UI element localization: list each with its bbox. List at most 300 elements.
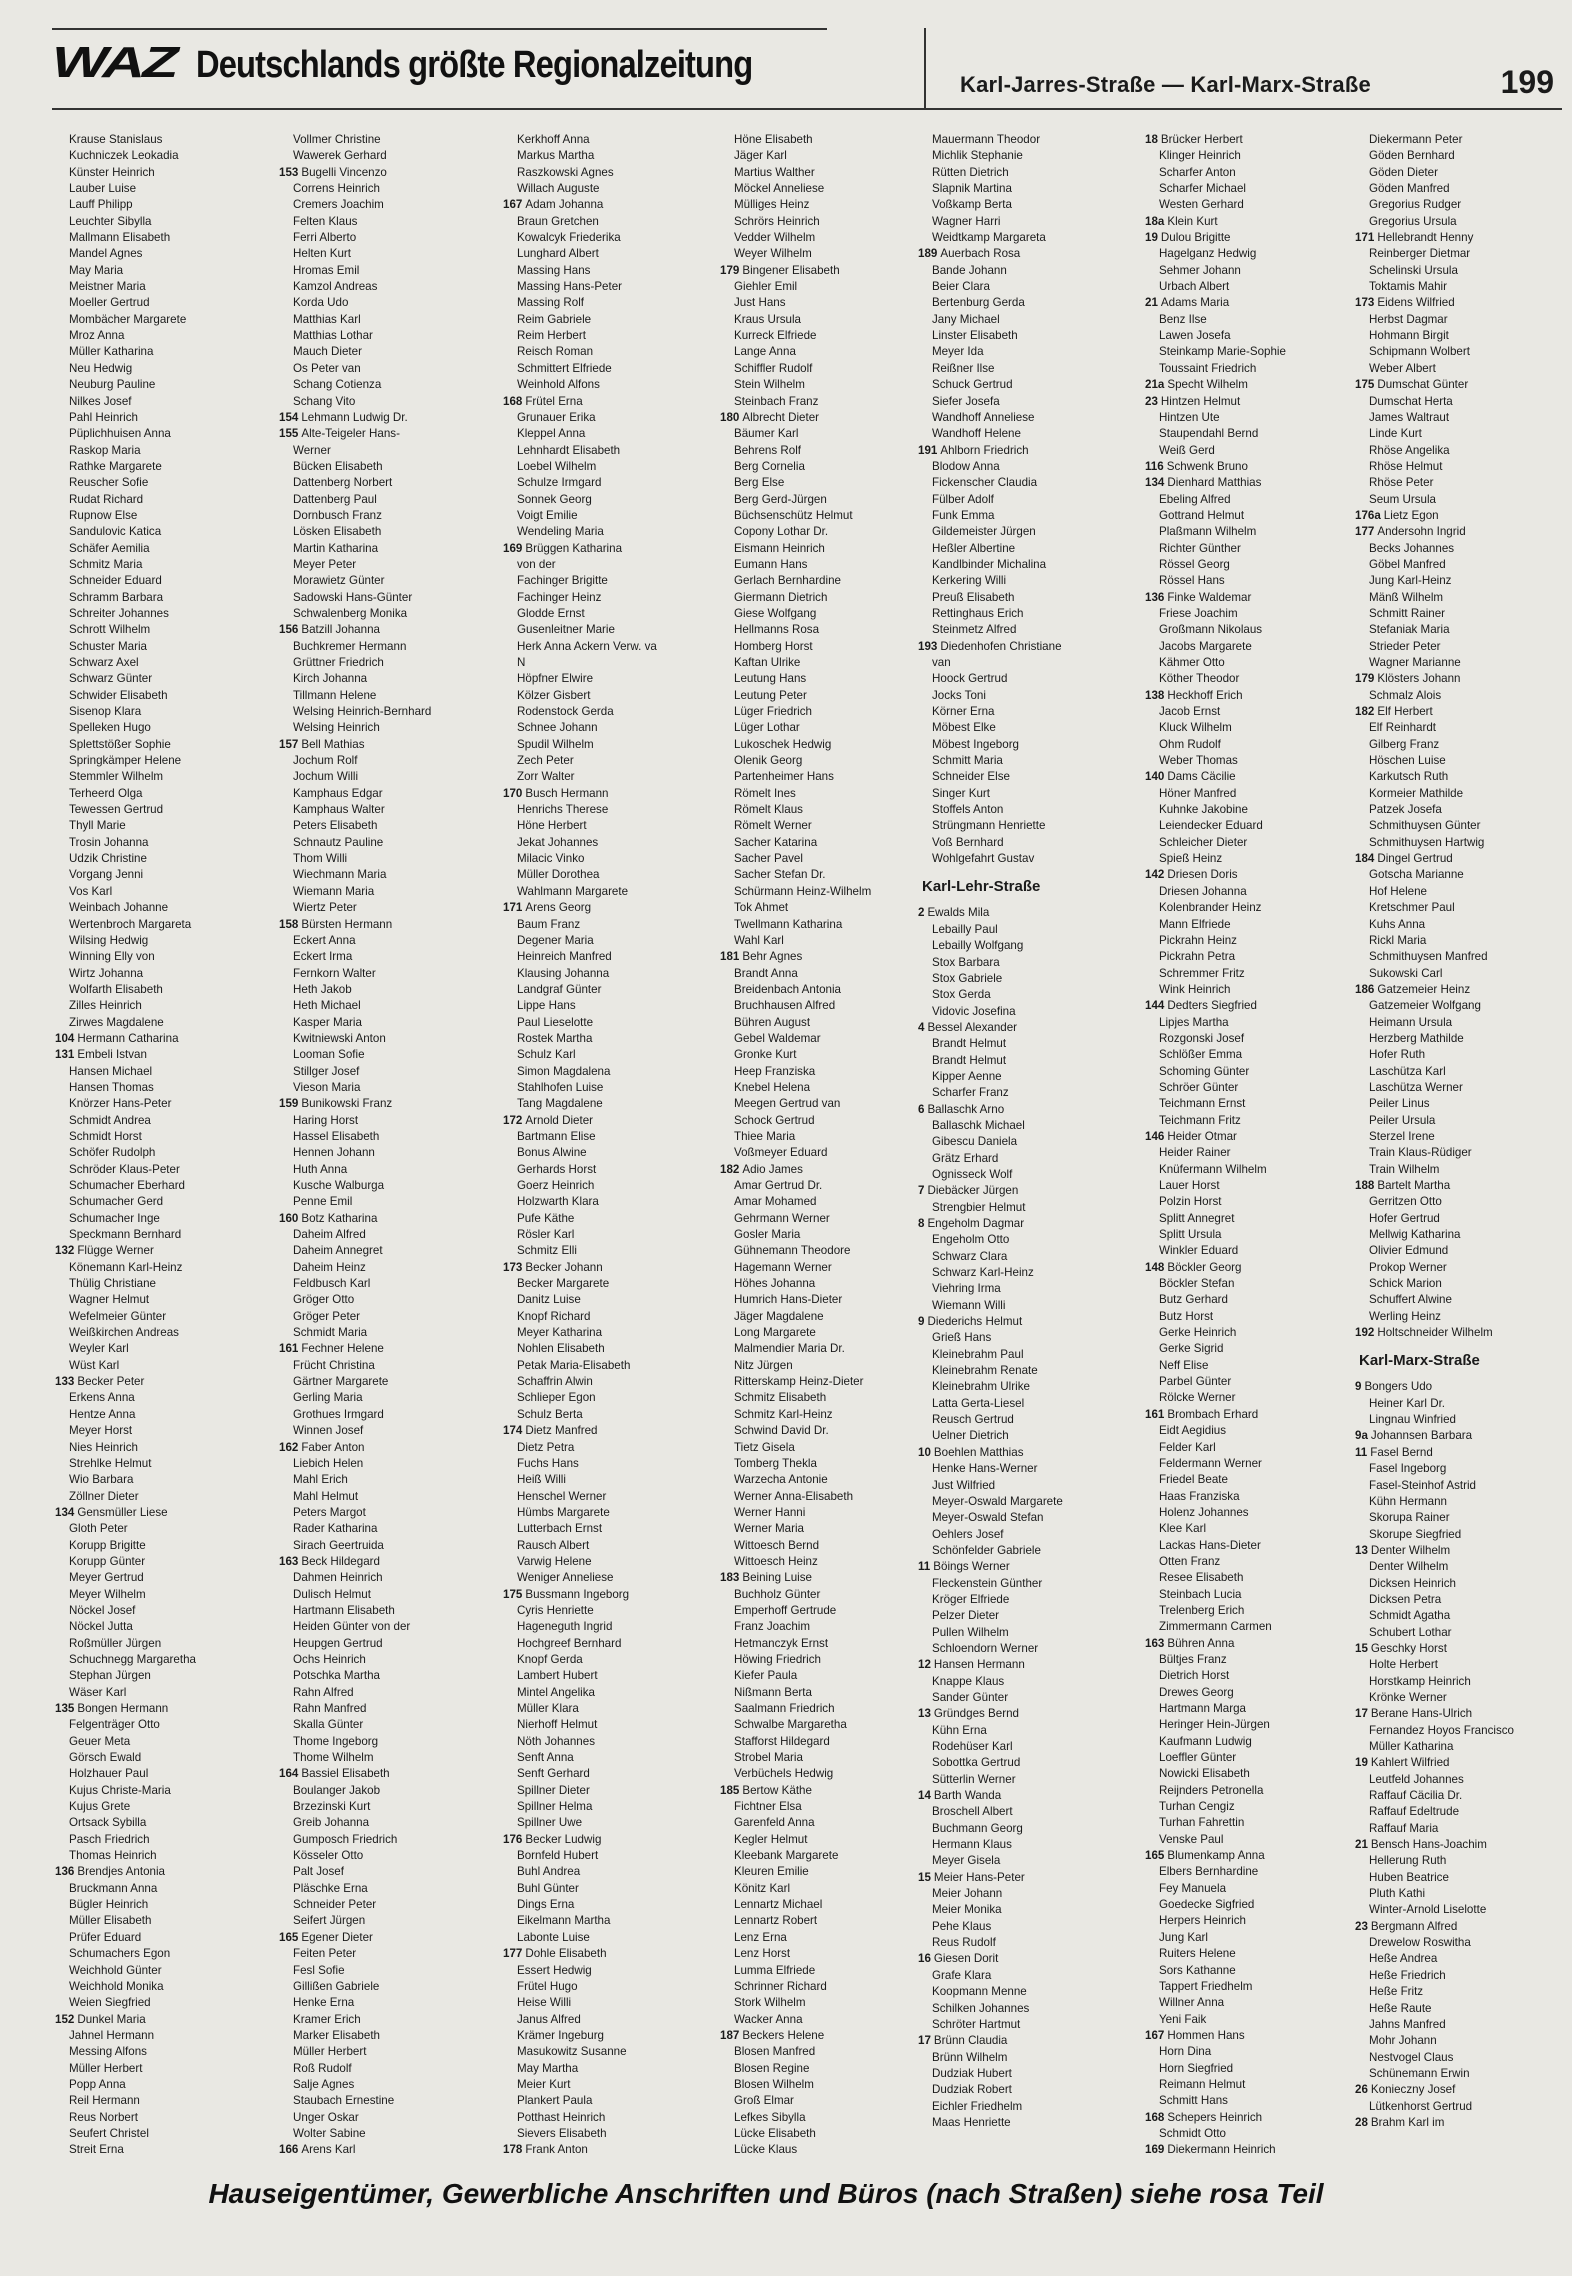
house-number: 23	[1145, 394, 1158, 408]
resident-entry	[1145, 655, 1335, 671]
resident-name: Drewes Georg	[1159, 1685, 1234, 1699]
resident-name: Gerhards Horst	[517, 1162, 597, 1176]
resident-name: Wandhoff Anneliese	[932, 410, 1035, 424]
resident-name: Zöllner Dieter	[69, 1489, 139, 1503]
resident-name: Bunikowski Franz	[301, 1097, 393, 1111]
resident-name: Schramm Barbara	[69, 590, 164, 604]
resident-name: Felten Klaus	[293, 214, 358, 228]
resident-name: Lutterbach Ernst	[517, 1522, 603, 1536]
resident-entry	[1355, 1276, 1545, 1292]
house-number: 191	[918, 443, 938, 457]
resident-entry	[279, 933, 469, 949]
resident-name: Groß Elmar	[734, 2094, 794, 2108]
resident-entry	[918, 1837, 1108, 1853]
resident-entry	[55, 2061, 245, 2077]
resident-entry	[279, 1815, 469, 1831]
resident-name: Weber Albert	[1369, 361, 1436, 375]
resident-name: Lukoschek Hedwig	[734, 737, 832, 751]
resident-entry	[720, 802, 910, 818]
resident-name: Latta Gerta-Liesel	[932, 1396, 1025, 1410]
resident-entry	[279, 867, 469, 883]
resident-name: Looman Sofie	[293, 1048, 365, 1062]
resident-entry	[503, 1619, 693, 1635]
resident-entry	[1355, 622, 1545, 638]
resident-entry	[1145, 312, 1335, 328]
resident-entry	[503, 786, 693, 802]
resident-name: Bühren August	[734, 1015, 811, 1029]
resident-entry	[279, 917, 469, 933]
resident-name: Willner Anna	[1159, 1996, 1225, 2010]
house-number: 168	[503, 394, 523, 408]
resident-entry	[55, 1162, 245, 1178]
resident-name: Schmitz Elisabeth	[734, 1391, 827, 1405]
resident-name: Senft Gerhard	[517, 1767, 590, 1781]
resident-name: Pehe Klaus	[932, 1919, 992, 1933]
resident-name: Meyer-Oswald Stefan	[932, 1511, 1044, 1525]
column-1	[55, 132, 245, 2159]
resident-name: Peiler Linus	[1369, 1097, 1430, 1111]
resident-entry	[503, 688, 693, 704]
resident-name: Römelt Werner	[734, 819, 812, 833]
resident-entry	[1355, 1227, 1545, 1243]
house-number: 21a	[1145, 378, 1165, 392]
resident-entry	[1145, 1309, 1335, 1325]
resident-name: Engeholm Dagmar	[927, 1217, 1025, 1230]
resident-name: Stork Wilhelm	[734, 1996, 806, 2010]
resident-entry	[55, 1979, 245, 1995]
resident-name: Schick Marion	[1369, 1277, 1442, 1291]
resident-entry	[1355, 1080, 1545, 1096]
resident-entry	[279, 1080, 469, 1096]
resident-entry	[918, 1527, 1108, 1543]
resident-name: Haring Horst	[293, 1113, 359, 1127]
resident-name: Massing Hans	[517, 263, 591, 277]
resident-name: Paul Lieselotte	[517, 1015, 594, 1029]
resident-name: Weichhold Monika	[69, 1979, 164, 1993]
house-number: 178	[503, 2143, 523, 2157]
resident-name: Knopf Gerda	[517, 1652, 583, 1666]
resident-entry	[918, 769, 1108, 785]
resident-name: Schmidt Maria	[293, 1326, 368, 1340]
resident-name: Heße Andrea	[1369, 1952, 1438, 1966]
resident-entry	[1355, 1096, 1545, 1112]
resident-entry	[279, 1440, 469, 1456]
resident-entry	[720, 524, 910, 540]
resident-name: Berane Hans-Ulrich	[1370, 1707, 1473, 1721]
resident-entry	[720, 1930, 910, 1946]
resident-entry	[55, 1848, 245, 1864]
resident-entry	[918, 802, 1108, 818]
resident-name: Meegen Gertrud van	[734, 1097, 841, 1111]
resident-name: Palt Josef	[293, 1865, 344, 1879]
resident-entry	[720, 492, 910, 508]
resident-entry	[1145, 1423, 1335, 1439]
resident-name: Dunkel Maria	[77, 2012, 146, 2026]
resident-entry	[279, 802, 469, 818]
resident-name: Laschütza Werner	[1369, 1080, 1463, 1094]
resident-entry	[279, 1979, 469, 1995]
resident-entry	[503, 2028, 693, 2044]
resident-entry	[1355, 982, 1545, 998]
resident-name: Bensch Hans-Joachim	[1370, 1838, 1487, 1852]
resident-entry	[55, 1668, 245, 1684]
resident-name: Rathke Margarete	[69, 459, 162, 473]
resident-entry	[720, 328, 910, 344]
resident-name: Pahl Heinrich	[69, 410, 138, 424]
resident-name: Pluth Kathi	[1369, 1887, 1426, 1901]
resident-name: Toussaint Friedrich	[1159, 361, 1257, 375]
resident-name: Gerlach Bernhardine	[734, 574, 841, 588]
resident-entry	[918, 573, 1108, 589]
resident-entry	[55, 1864, 245, 1880]
resident-name: Müller Dorothea	[517, 868, 600, 882]
resident-entry	[503, 867, 693, 883]
resident-name: Haas Franziska	[1159, 1489, 1240, 1503]
resident-name: Böckler Stefan	[1159, 1277, 1235, 1291]
resident-entry	[1355, 1527, 1545, 1543]
resident-entry	[503, 1979, 693, 1995]
resident-entry	[55, 410, 245, 426]
resident-name: Thiee Maria	[734, 1129, 796, 1143]
resident-entry	[503, 1995, 693, 2011]
resident-entry	[1355, 688, 1545, 704]
resident-entry	[503, 1864, 693, 1880]
resident-name: Becks Johannes	[1369, 541, 1455, 555]
resident-name: Horn Dina	[1159, 2045, 1212, 2059]
resident-name: Wolter Sabine	[293, 2126, 366, 2140]
resident-name: Lambert Hubert	[517, 1669, 598, 1683]
resident-name: Pickrahn Heinz	[1159, 933, 1237, 947]
resident-entry	[279, 1243, 469, 1259]
resident-entry	[55, 998, 245, 1014]
resident-name: Neu Hedwig	[69, 361, 133, 375]
resident-name: Copony Lothar Dr.	[734, 525, 829, 539]
resident-name: Meyer Ida	[932, 345, 984, 359]
resident-name: Flügge Werner	[77, 1244, 154, 1258]
resident-name: Andersohn Ingrid	[1377, 525, 1466, 539]
resident-entry	[503, 1390, 693, 1406]
resident-name: Yeni Faik	[1159, 2012, 1207, 2026]
resident-name: Dudziak Hubert	[932, 2066, 1012, 2080]
resident-entry	[918, 1314, 1108, 1330]
resident-entry	[55, 1211, 245, 1227]
resident-name: Klausing Johanna	[517, 966, 610, 980]
resident-entry	[55, 1734, 245, 1750]
resident-name: Vedder Wilhelm	[734, 231, 816, 245]
resident-name: Becker Margarete	[517, 1277, 610, 1291]
resident-name: Schwarz Clara	[932, 1249, 1008, 1263]
resident-entry	[1145, 377, 1335, 393]
resident-entry	[503, 1930, 693, 1946]
column-5	[918, 132, 1108, 2131]
resident-name: Künster Heinrich	[69, 165, 155, 179]
resident-name: Daheim Heinz	[293, 1260, 366, 1274]
resident-entry	[279, 1194, 469, 1210]
resident-entry	[918, 1478, 1108, 1494]
resident-name: Thülig Christiane	[69, 1277, 156, 1291]
resident-name: N	[517, 656, 526, 669]
resident-entry	[720, 688, 910, 704]
resident-name: Heße Fritz	[1369, 1985, 1424, 1999]
resident-name: Zilles Heinrich	[69, 999, 142, 1013]
resident-name: Plankert Paula	[517, 2094, 593, 2108]
resident-name: Müller Herbert	[293, 2045, 367, 2059]
resident-entry	[55, 1145, 245, 1161]
resident-entry	[279, 459, 469, 475]
resident-entry	[55, 344, 245, 360]
resident-name: Janus Alfred	[517, 2012, 581, 2026]
resident-entry	[55, 165, 245, 181]
resident-name: Schiffler Rudolf	[734, 361, 813, 375]
resident-entry	[1355, 655, 1545, 671]
house-number: 165	[279, 1930, 299, 1944]
resident-entry	[1355, 377, 1545, 393]
resident-entry	[918, 541, 1108, 557]
resident-entry	[503, 1276, 693, 1292]
resident-name: Hofer Gertrud	[1369, 1211, 1440, 1225]
resident-entry	[1355, 541, 1545, 557]
resident-entry	[918, 1559, 1108, 1575]
resident-name: Wandhoff Helene	[932, 427, 1021, 441]
resident-entry	[279, 1407, 469, 1423]
resident-entry	[503, 1358, 693, 1374]
resident-entry	[55, 1930, 245, 1946]
resident-entry	[720, 1946, 910, 1962]
resident-name: Bertow Käthe	[742, 1783, 812, 1797]
resident-entry	[1355, 197, 1545, 213]
resident-entry	[1145, 1505, 1335, 1521]
resident-name: Herzberg Mathilde	[1369, 1031, 1464, 1045]
resident-entry	[1145, 884, 1335, 900]
resident-name: Dohle Elisabeth	[525, 1947, 607, 1961]
resident-name: Fasel Bernd	[1370, 1445, 1433, 1459]
resident-name: Drewelow Roswitha	[1369, 1936, 1471, 1950]
resident-entry	[503, 214, 693, 230]
resident-name: Peters Margot	[293, 1505, 366, 1519]
resident-entry	[720, 1096, 910, 1112]
resident-entry	[1145, 148, 1335, 164]
resident-name: Diederichs Helmut	[927, 1315, 1023, 1329]
resident-entry	[918, 557, 1108, 573]
resident-entry	[279, 1211, 469, 1227]
resident-name: Egener Dieter	[301, 1930, 373, 1944]
resident-entry	[1145, 1979, 1335, 1995]
resident-name: Konieczny Josef	[1370, 2083, 1456, 2097]
house-number: 132	[55, 1244, 75, 1258]
house-number: 169	[1145, 2143, 1165, 2157]
resident-name: Diekermann Heinrich	[1167, 2143, 1276, 2157]
resident-name: Lauber Luise	[69, 182, 137, 196]
resident-entry	[503, 639, 693, 655]
resident-name: Strüngmann Henriette	[932, 819, 1046, 833]
resident-name: Wiemann Willi	[932, 1298, 1006, 1312]
resident-name: Sacher Katarina	[734, 835, 818, 849]
resident-entry	[55, 557, 245, 573]
house-number: 171	[503, 901, 523, 915]
resident-name: Brünn Wilhelm	[932, 2050, 1008, 2064]
resident-name: Becker Ludwig	[525, 1832, 602, 1846]
resident-entry	[55, 361, 245, 377]
resident-entry	[279, 1260, 469, 1276]
resident-name: Rhöse Peter	[1369, 476, 1434, 490]
resident-entry	[503, 1603, 693, 1619]
resident-entry	[55, 1260, 245, 1276]
resident-entry	[918, 1494, 1108, 1510]
resident-name: Essert Hedwig	[517, 1963, 592, 1977]
resident-entry	[279, 2028, 469, 2044]
resident-name: Hof Helene	[1369, 884, 1428, 898]
resident-name: Schuck Gertrud	[932, 378, 1013, 392]
resident-name: Nöckel Jutta	[69, 1620, 133, 1634]
resident-name: Klein Kurt	[1167, 214, 1218, 228]
resident-name: Thyll Marie	[69, 819, 126, 833]
resident-name: Winnen Josef	[293, 1424, 364, 1438]
resident-entry	[279, 197, 469, 213]
resident-name: Reim Gabriele	[517, 312, 592, 326]
resident-name: Faber Anton	[301, 1440, 365, 1454]
house-number: 180	[720, 410, 740, 424]
resident-name: Twellmann Katharina	[734, 917, 843, 931]
resident-entry	[1355, 1837, 1545, 1853]
resident-name: Streit Erna	[69, 2143, 124, 2157]
resident-name: Trelenberg Erich	[1159, 1603, 1245, 1617]
resident-entry	[503, 1407, 693, 1423]
resident-name: Popp Anna	[69, 2077, 126, 2091]
resident-entry	[279, 1423, 469, 1439]
resident-entry	[1355, 802, 1545, 818]
house-number: 158	[279, 917, 299, 931]
resident-name: Spudil Wilhelm	[517, 737, 594, 751]
resident-entry	[279, 998, 469, 1014]
resident-name: Emperhoff Gertrude	[734, 1603, 837, 1617]
resident-entry	[918, 1004, 1108, 1020]
resident-name: Fachinger Heinz	[517, 590, 602, 604]
resident-entry	[918, 1723, 1108, 1739]
resident-entry	[279, 443, 469, 459]
resident-entry	[503, 1946, 693, 1962]
resident-name: Kleuren Emilie	[734, 1865, 809, 1879]
resident-entry	[918, 1281, 1108, 1297]
resident-name: Maas Henriette	[932, 2115, 1011, 2129]
resident-name: Mauermann Theodor	[932, 133, 1041, 146]
resident-name: Jany Michael	[932, 312, 1000, 326]
resident-entry	[720, 1064, 910, 1080]
resident-name: Leutung Hans	[734, 672, 807, 686]
resident-name: Slapnik Martina	[932, 182, 1012, 196]
resident-name: Zirwes Magdalene	[69, 1015, 164, 1029]
resident-entry	[503, 279, 693, 295]
resident-name: Weinbach Johanne	[69, 901, 169, 915]
resident-name: Schock Gertrud	[734, 1113, 815, 1127]
resident-entry	[503, 1178, 693, 1194]
resident-name: Holzwarth Klara	[517, 1195, 599, 1209]
resident-entry	[503, 966, 693, 982]
resident-name: Elf Herbert	[1377, 705, 1433, 719]
resident-name: Linster Elisabeth	[932, 329, 1018, 343]
resident-entry	[918, 344, 1108, 360]
resident-name: Meier Monika	[932, 1903, 1002, 1917]
resident-name: Greib Johanna	[293, 1816, 370, 1830]
resident-entry	[1355, 1592, 1545, 1608]
resident-entry	[720, 1129, 910, 1145]
resident-entry	[55, 524, 245, 540]
resident-name: Schmitt Maria	[932, 754, 1003, 768]
resident-name: Dietz Manfred	[525, 1424, 598, 1438]
resident-name: Lücke Klaus	[734, 2143, 798, 2157]
resident-name: Lüger Lothar	[734, 721, 800, 735]
resident-name: Dietz Petra	[517, 1440, 575, 1454]
resident-name: Grafe Klara	[932, 1968, 992, 1982]
house-number: 131	[55, 1048, 75, 1062]
resident-name: Massing Rolf	[517, 296, 585, 310]
resident-name: Franz Joachim	[734, 1620, 811, 1634]
resident-name: Behrens Rolf	[734, 443, 802, 457]
resident-name: Herbst Dagmar	[1369, 312, 1448, 326]
resident-name: Schelinski Ursula	[1369, 263, 1458, 277]
resident-name: Lenz Horst	[734, 1947, 791, 1961]
resident-name: Steinkamp Marie-Sophie	[1159, 345, 1286, 359]
resident-entry	[720, 1260, 910, 1276]
resident-name: Gröger Peter	[293, 1309, 361, 1323]
resident-name: Bongen Hermann	[77, 1702, 169, 1715]
resident-entry	[720, 737, 910, 753]
resident-name: Auerbach Rosa	[940, 247, 1021, 261]
resident-name: Splettstößer Sophie	[69, 737, 171, 751]
resident-entry	[279, 1848, 469, 1864]
resident-entry	[1355, 1047, 1545, 1063]
resident-entry	[279, 541, 469, 557]
resident-entry	[55, 508, 245, 524]
resident-entry	[55, 1243, 245, 1259]
resident-entry	[720, 2077, 910, 2093]
resident-entry	[279, 639, 469, 655]
resident-name: Stephan Jürgen	[69, 1669, 151, 1683]
resident-entry	[1355, 1543, 1545, 1559]
resident-name: Bingener Elisabeth	[742, 263, 840, 277]
resident-entry	[279, 1913, 469, 1929]
resident-name: Beining Luise	[742, 1571, 812, 1585]
resident-entry	[720, 1358, 910, 1374]
resident-name: Mombächer Margarete	[69, 312, 187, 326]
resident-name: Stefaniak Maria	[1369, 623, 1450, 637]
resident-name: Kaufmann Ludwig	[1159, 1734, 1252, 1748]
resident-name: Schmithuysen Manfred	[1369, 950, 1488, 964]
resident-name: Strehlke Helmut	[69, 1456, 152, 1470]
resident-entry	[1145, 867, 1335, 883]
resident-entry	[503, 606, 693, 622]
resident-entry	[918, 1739, 1108, 1755]
resident-name: Könemann Karl-Heinz	[69, 1260, 183, 1274]
resident-entry	[503, 132, 693, 148]
resident-entry	[279, 835, 469, 851]
resident-name: Beier Clara	[932, 280, 990, 294]
resident-name: Heth Jakob	[293, 982, 352, 996]
resident-name: Kusche Walburga	[293, 1179, 385, 1192]
house-number: 142	[1145, 868, 1165, 882]
resident-name: Cyris Henriette	[517, 1603, 594, 1617]
resident-entry	[279, 508, 469, 524]
resident-entry	[918, 1641, 1108, 1657]
resident-name: Kerkhoff Anna	[517, 133, 590, 146]
resident-name: Friedel Beate	[1159, 1473, 1228, 1487]
resident-name: Heiden Günter von der	[293, 1620, 411, 1634]
resident-name: Frütel Erna	[525, 394, 583, 408]
resident-entry	[1355, 2082, 1545, 2098]
resident-entry	[503, 1963, 693, 1979]
resident-entry	[1145, 590, 1335, 606]
resident-entry	[720, 1570, 910, 1586]
resident-name: Leutung Peter	[734, 688, 807, 702]
